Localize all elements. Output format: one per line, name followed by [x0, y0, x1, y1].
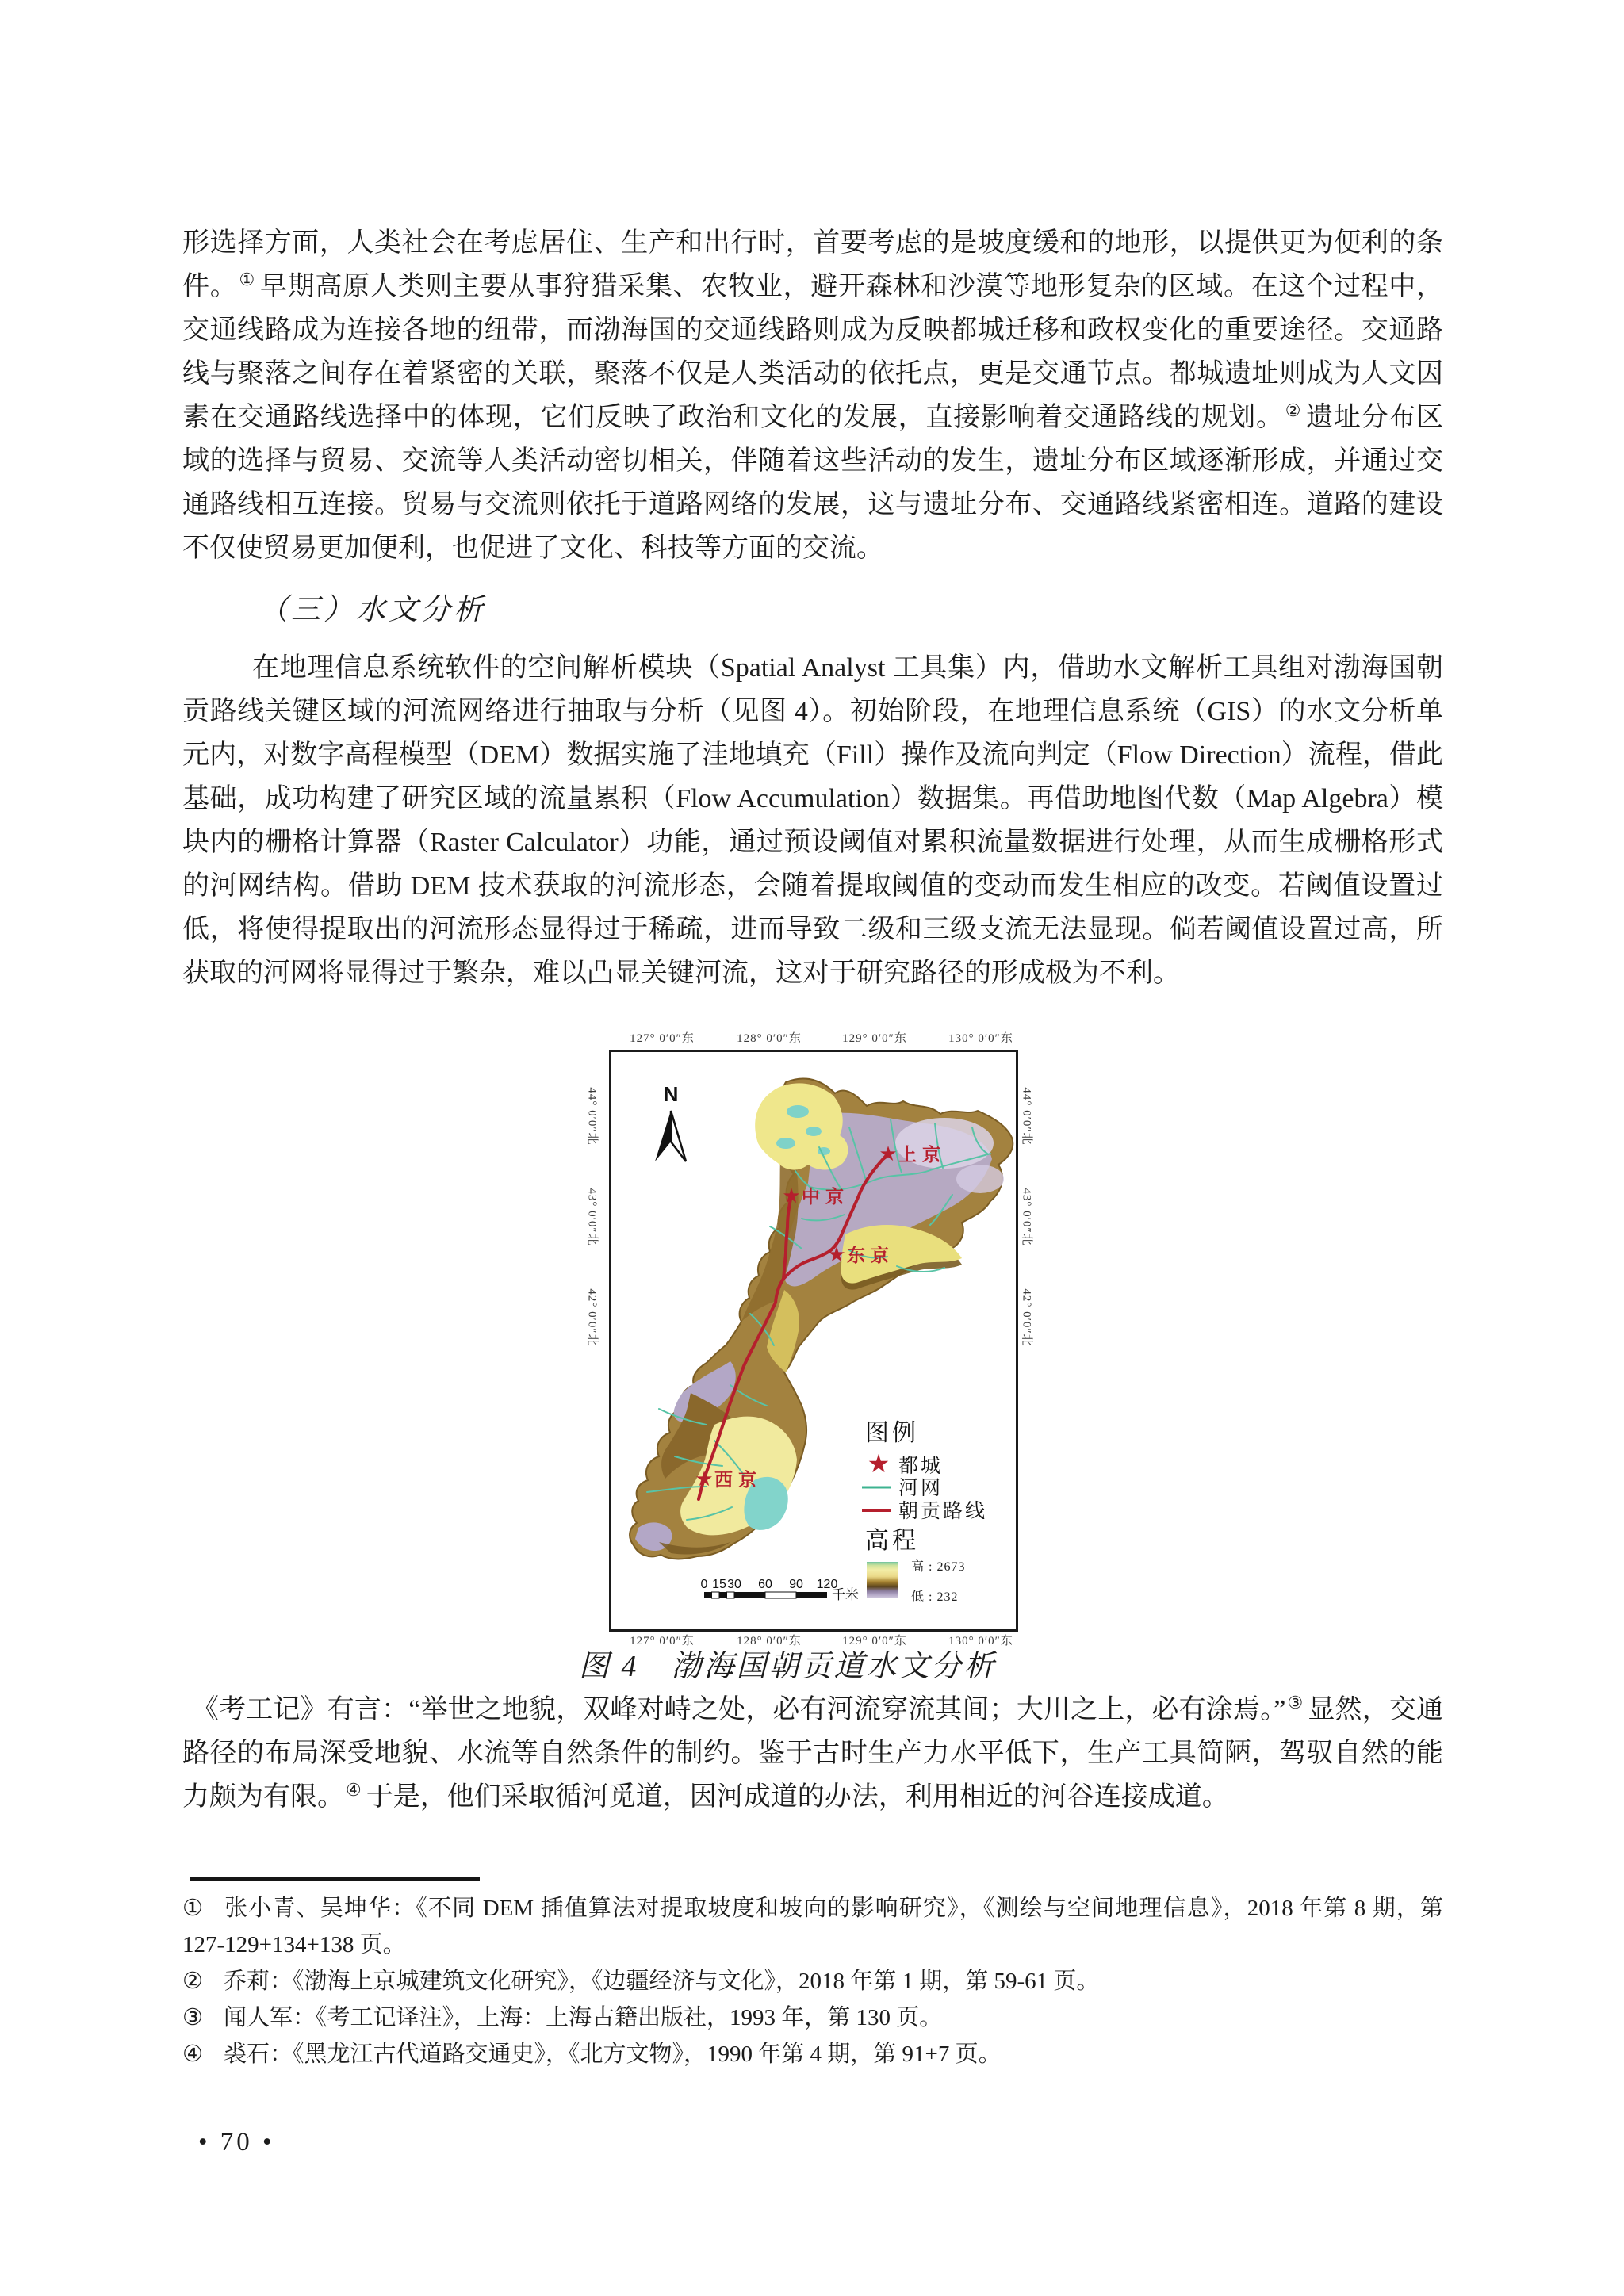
- footnotes-block: [182, 1890, 1443, 2072]
- footnote-ref-2: ②: [1285, 400, 1302, 420]
- paragraph-2: [182, 646, 1443, 995]
- section-heading: （三）水文分析: [259, 594, 486, 626]
- map-legend: [862, 1420, 987, 1604]
- footnote-item: [182, 1963, 1443, 1999]
- paragraph-3: [182, 1688, 1443, 1819]
- footnote-text: 裘石：《黑龙江古代道路交通史》，《北方文物》，1990 年第 4 期，第 91+7 页。: [224, 2042, 1002, 2067]
- scale-bar-unit: 千米: [832, 1587, 859, 1602]
- map-figure-frame: [609, 1050, 1018, 1632]
- footnote-item: [182, 2036, 1443, 2072]
- footnote-ref-1: ①: [239, 269, 255, 289]
- footnote-ref-4: ④: [346, 1779, 362, 1800]
- capital-star-icon: ★: [827, 1243, 846, 1267]
- svg-text:30: 30: [727, 1578, 741, 1591]
- city-label-zhongjing: 中京: [802, 1187, 849, 1207]
- map-longitude-label-top: 128° 0′0″东: [737, 1032, 802, 1045]
- terrain-highlight: [956, 1165, 1004, 1193]
- footnote-item: [182, 1999, 1443, 2036]
- svg-text:90: 90: [789, 1578, 803, 1591]
- body-text: 早期高原人类则主要从事狩猎采集、农牧业，避开森林和沙漠等地形复杂的区域。在这个过程中，交通线路成为连接各地的纽带，而渤海国的交通线路则成为反映都城迁移和政权变化的重要途径。交通路线与聚落之间存在着紧密的关联，聚落不仅是人类活动的依托点，更是交通节点。都城遗址则成为人文因素在交通路线选择中的体现，它们反映了政治和文化的发展，直接影响着交通路线的规划。: [182, 272, 1444, 432]
- elevation-gradient-bar: [867, 1562, 898, 1598]
- map-longitude-label-top: 129° 0′0″东: [842, 1032, 907, 1045]
- footnote-text: 闻人军：《考工记译注》，上海：上海古籍出版社，1993 年，第 130 页。: [224, 2005, 943, 2030]
- body-text: 在地理信息系统软件的空间解析模块（Spatial Analyst 工具集）内，借助水文解析工具组对渤海国朝贡路线关键区域的河流网络进行抽取与分析（见图 4）。初始阶段，在地理信息系统（GIS）的水文分析单元内，对数字高程模型（DEM）数据实施了洼地填充（Fill）操作及流向判定（Flow Direction）流程，借此基础，成功构建了研究区域的流量累积（Flow Accumulation）数据集。再借助地图代数（Map Algebra）模块内的栅格计算器（Raster Calculator）功能，通过预设阈值对累积流量数据进行处理，从而生成栅格形式的河网结构。借助 DEM 技术获取的河流形态，会随着提取阈值的变动而发生相应的改变。若阈值设置过低，将使得提取出的河流形态显得过于稀疏，进而导致二级和三级支流无法显现。倘若阈值设置过高，所获取的河网将显得过于繁杂，难以凸显关键河流，这对于研究路径的形成极为不利。: [182, 653, 1443, 988]
- map-latitude-label-left: 44° 0′0″北: [585, 1087, 599, 1146]
- legend-capital-star-icon: ★: [867, 1448, 891, 1479]
- body-text: 显然，交通路径的布局深受地貌、水流等自然条件的制约。鉴于古时生产力水平低下，生产工具简陋，驾驭自然的能力颇为有限。: [182, 1695, 1443, 1812]
- svg-text:0: 0: [700, 1578, 708, 1591]
- capital-star-icon: ★: [782, 1184, 801, 1208]
- page-number: • 70 •: [198, 2128, 275, 2156]
- body-text: 遗址分布区域的选择与贸易、交流等人类活动密切相关，伴随着这些活动的发生，遗址分布区域逐渐形成，并通过交通路线相互连接。贸易与交流则依托于道路网络的发展，这与遗址分布、交通路线紧密相连。道路的建设不仅使贸易更加便利，也促进了文化、科技等方面的交流。: [182, 403, 1444, 563]
- map-latitude-label-left: 43° 0′0″北: [585, 1188, 599, 1246]
- legend-elevation-title: 高程: [865, 1528, 919, 1554]
- body-text: 《考工记》有言：“举世之地貌，双峰对峙之处，必有河流穿流其间；大川之上，必有涂焉。”: [192, 1695, 1286, 1724]
- lake: [806, 1127, 822, 1136]
- scale-bar: [701, 1578, 859, 1602]
- footnote-number: ②: [182, 1969, 203, 1994]
- svg-text:15: 15: [712, 1578, 726, 1591]
- footnote-text: 张小青、吴坤华：《不同 DEM 插值算法对提取坡度和坡向的影响研究》，《测绘与空间地理信息》，2018 年第 8 期，第 127-129+134+138 页。: [182, 1896, 1443, 1957]
- capital-star-icon: ★: [879, 1142, 898, 1166]
- legend-elevation-low: 低 : 232: [911, 1590, 959, 1604]
- capital-star-icon: ★: [695, 1468, 714, 1491]
- map-longitude-label-bottom: 129° 0′0″东: [842, 1635, 907, 1647]
- footnote-ref-3: ③: [1287, 1692, 1304, 1712]
- footnote-number: ①: [182, 1896, 205, 1921]
- map-latitude-label-right: 44° 0′0″北: [1020, 1087, 1033, 1146]
- legend-river-label: 河网: [898, 1478, 944, 1499]
- map-latitude-label-right: 42° 0′0″北: [1020, 1288, 1033, 1347]
- body-text: 于是，他们采取循河觅道，因河成道的办法，利用相近的河谷连接成道。: [366, 1782, 1229, 1812]
- footnote-item: [182, 1890, 1443, 1963]
- svg-text:N: N: [663, 1082, 679, 1106]
- lake: [787, 1105, 809, 1118]
- figure-caption: 图 4 渤海国朝贡道水文分析: [579, 1650, 997, 1683]
- hydrology-map: [611, 1052, 1016, 1629]
- legend-route-label: 朝贡路线: [898, 1501, 988, 1522]
- city-label-dongjing: 东京: [847, 1246, 894, 1265]
- footnote-separator: [190, 1877, 480, 1881]
- map-longitude-label-bottom: 128° 0′0″东: [737, 1635, 802, 1647]
- legend-capital-label: 都城: [898, 1456, 944, 1477]
- footnote-number: ④: [182, 2042, 203, 2067]
- svg-text:60: 60: [758, 1578, 772, 1591]
- map-latitude-label-left: 42° 0′0″北: [585, 1288, 599, 1347]
- map-longitude-label-bottom: 127° 0′0″东: [630, 1635, 695, 1647]
- map-longitude-label-bottom: 130° 0′0″东: [948, 1635, 1013, 1647]
- body-text: 形选择方面，人类社会在考虑居住、生产和出行时，首要考虑的是坡度缓和的地形，以提供更为便利的条件。: [182, 228, 1443, 301]
- north-arrow-icon: [655, 1082, 686, 1161]
- city-label-xijing: 西京: [714, 1470, 762, 1490]
- legend-elevation-high: 高 : 2673: [911, 1560, 966, 1574]
- lake: [776, 1138, 795, 1149]
- map-latitude-label-right: 43° 0′0″北: [1020, 1188, 1033, 1246]
- footnote-number: ③: [182, 2005, 203, 2030]
- map-longitude-label-top: 127° 0′0″东: [630, 1032, 695, 1045]
- footnote-text: 乔莉：《渤海上京城建筑文化研究》，《边疆经济与文化》，2018 年第 1 期，第 59-61 页。: [224, 1969, 1100, 1994]
- legend-title: 图例: [865, 1420, 919, 1446]
- city-label-shangjing: 上京: [898, 1145, 946, 1165]
- map-longitude-label-top: 130° 0′0″东: [948, 1032, 1013, 1045]
- paragraph-1: [182, 221, 1443, 570]
- svg-text:120: 120: [816, 1578, 838, 1591]
